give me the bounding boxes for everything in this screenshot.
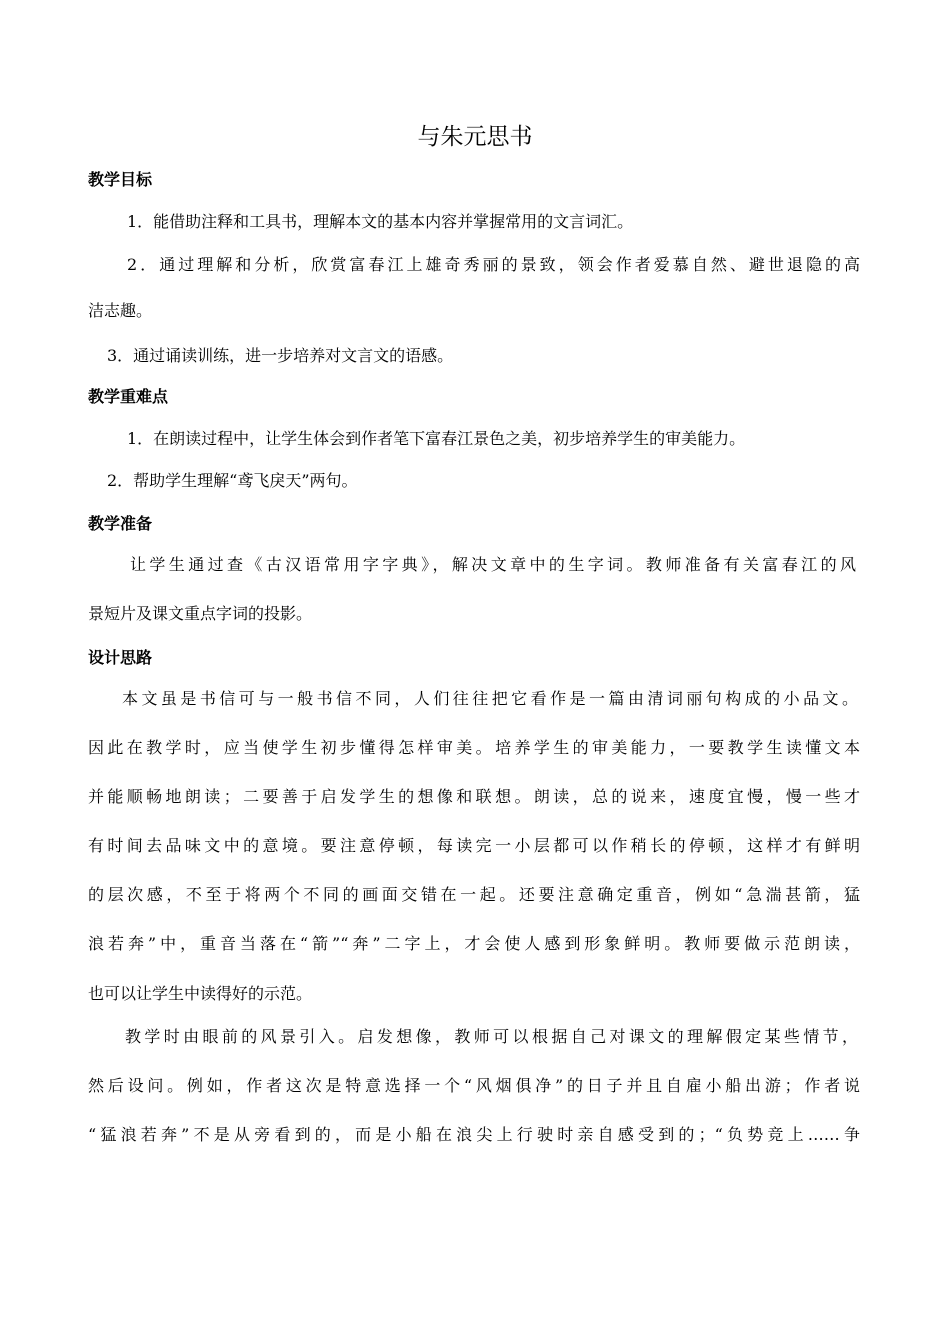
paragraph-line: 本文虽是书信可与一般书信不同，人们往往把它看作是一篇由清词丽句构成的小品文。 bbox=[122, 689, 858, 708]
paragraph-line: 教学时由眼前的风景引入。启发想像，教师可以根据自己对课文的理解假定某些情节， bbox=[125, 1027, 858, 1046]
paragraph-line: 因此在教学时，应当使学生初步懂得怎样审美。培养学生的审美能力，一要教学生读懂文本 bbox=[88, 738, 860, 757]
paragraph-line: 1．在朗读过程中，让学生体会到作者笔下富春江景色之美，初步培养学生的审美能力。 bbox=[127, 429, 746, 448]
section-heading-design: 设计思路 bbox=[88, 648, 153, 667]
paragraph-line: 浪若奔”中，重音当落在“箭”“奔”二字上，才会使人感到形象鲜明。教师要做示范朗读， bbox=[88, 934, 860, 953]
paragraph-line: 让学生通过查《古汉语常用字字典》，解决文章中的生字词。教师准备有关富春江的风 bbox=[130, 555, 856, 574]
paragraph-line: 洁志趣。 bbox=[88, 301, 153, 320]
document-title: 与朱元思书 bbox=[417, 124, 533, 150]
paragraph-line: “猛浪若奔”不是从旁看到的，而是小船在浪尖上行驶时亲自感受到的；“负势竞上……争 bbox=[88, 1125, 860, 1144]
paragraph-line: 的层次感，不至于将两个不同的画面交错在一起。还要注意确定重音，例如“急湍甚箭，猛 bbox=[88, 885, 860, 904]
paragraph-line: 3．通过诵读训练，进一步培养对文言文的语感。 bbox=[107, 346, 454, 365]
paragraph-line: 2．帮助学生理解“鸢飞戾天”两句。 bbox=[107, 471, 358, 490]
section-heading-key-points: 教学重难点 bbox=[88, 387, 169, 406]
paragraph-line: 1．能借助注释和工具书，理解本文的基本内容并掌握常用的文言词汇。 bbox=[127, 212, 634, 231]
paragraph-line: 有时间去品味文中的意境。要注意停顿，每读完一小层都可以作稍长的停顿，这样才有鲜明 bbox=[88, 836, 860, 855]
section-heading-preparation: 教学准备 bbox=[88, 514, 153, 533]
paragraph-line: 也可以让学生中读得好的示范。 bbox=[88, 984, 313, 1003]
paragraph-line: 然后设问。例如，作者这次是特意选择一个“风烟俱净”的日子并且自雇小船出游；作者说 bbox=[88, 1076, 860, 1095]
paragraph-line: 并能顺畅地朗读；二要善于启发学生的想像和联想。朗读，总的说来，速度宜慢，慢一些才 bbox=[88, 787, 860, 806]
section-heading-objectives: 教学目标 bbox=[88, 170, 153, 189]
paragraph-line: 景短片及课文重点字词的投影。 bbox=[88, 604, 313, 623]
paragraph-line: 2．通过理解和分析，欣赏富春江上雄奇秀丽的景致，领会作者爱慕自然、避世退隐的高 bbox=[127, 255, 860, 274]
